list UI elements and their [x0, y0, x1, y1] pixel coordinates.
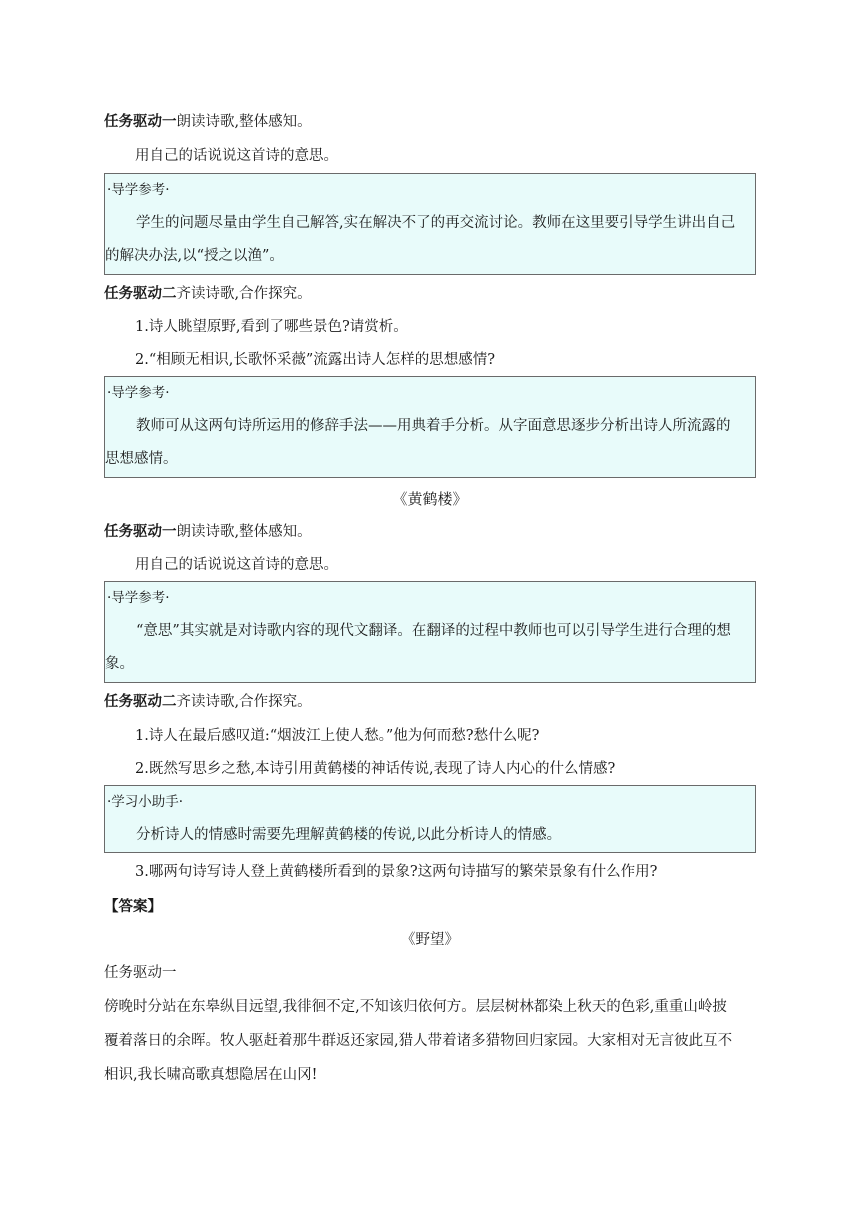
task-label: 任务驱动一	[104, 524, 177, 540]
task-heading-1	[104, 522, 312, 542]
task-heading-2	[104, 692, 312, 712]
helper-box-header: ·学习小助手·	[107, 794, 184, 810]
task-label: 任务驱动二	[104, 694, 177, 710]
answer-line: 相识,我长啸高歌真想隐居在山冈!	[104, 1067, 318, 1083]
helper-box	[104, 785, 756, 853]
task-text: 齐读诗歌,合作探究。	[176, 286, 312, 302]
guide-box-line: 思想感情。	[105, 451, 178, 467]
prompt-text: 用自己的话说说这首诗的意思。	[135, 557, 338, 573]
prompt-text: 用自己的话说说这首诗的意思。	[135, 148, 338, 164]
task-text: 朗读诗歌,整体感知。	[176, 114, 312, 130]
answer-line: 傍晚时分站在东皋纵目远望,我徘徊不定,不知该归依何方。层层树林都染上秋天的色彩,重重山岭披	[104, 999, 727, 1015]
question-1: 1.诗人在最后感叹道:“烟波江上使人愁。”他为何而愁?愁什么呢?	[135, 728, 540, 744]
guide-box-line: 象。	[105, 656, 134, 672]
task-text: 齐读诗歌,合作探究。	[176, 694, 312, 710]
guide-box	[104, 581, 756, 683]
answer-poem-title: 《野望》	[401, 932, 459, 948]
task-heading-1	[104, 112, 312, 132]
guide-box-header: ·导学参考·	[107, 385, 170, 401]
question-2: 2.“相顾无相识,长歌怀采薇”流露出诗人怎样的思想感情?	[135, 352, 496, 368]
question-1: 1.诗人眺望原野,看到了哪些景色?请赏析。	[135, 319, 408, 335]
poem-title: 《黄鹤楼》	[392, 490, 468, 508]
task-text: 朗读诗歌,整体感知。	[176, 524, 312, 540]
guide-box-line: 学生的问题尽量由学生自己解答,实在解决不了的再交流讨论。教师在这里要引导学生讲出自己	[136, 215, 736, 231]
guide-box-line: 的解决办法,以“授之以渔”。	[105, 248, 284, 264]
question-2: 2.既然写思乡之愁,本诗引用黄鹤楼的神话传说,表现了诗人内心的什么情感?	[135, 761, 616, 777]
guide-box-line: 教师可从这两句诗所运用的修辞手法——用典着手分析。从字面意思逐步分析出诗人所流露的	[136, 418, 731, 434]
guide-box-header: ·导学参考·	[107, 182, 170, 198]
guide-box-line: “意思”其实就是对诗歌内容的现代文翻译。在翻译的过程中教师也可以引导学生进行合理的想	[136, 623, 731, 639]
task-label: 任务驱动一	[104, 114, 177, 130]
task-heading-2	[104, 284, 312, 304]
task-label: 任务驱动二	[104, 286, 177, 302]
question-3: 3.哪两句诗写诗人登上黄鹤楼所看到的景象?这两句诗描写的繁荣景象有什么作用?	[135, 864, 658, 880]
helper-box-line: 分析诗人的情感时需要先理解黄鹤楼的传说,以此分析诗人的情感。	[136, 827, 562, 843]
answer-task-label: 任务驱动一	[104, 965, 177, 981]
answer-label: 【答案】	[104, 899, 162, 915]
guide-box	[104, 376, 756, 478]
guide-box	[104, 173, 756, 275]
guide-box-header: ·导学参考·	[107, 590, 170, 606]
answer-line: 覆着落日的余晖。牧人驱赶着那牛群返还家园,猎人带着诸多猎物回归家园。大家相对无言彼此互不	[104, 1033, 733, 1049]
